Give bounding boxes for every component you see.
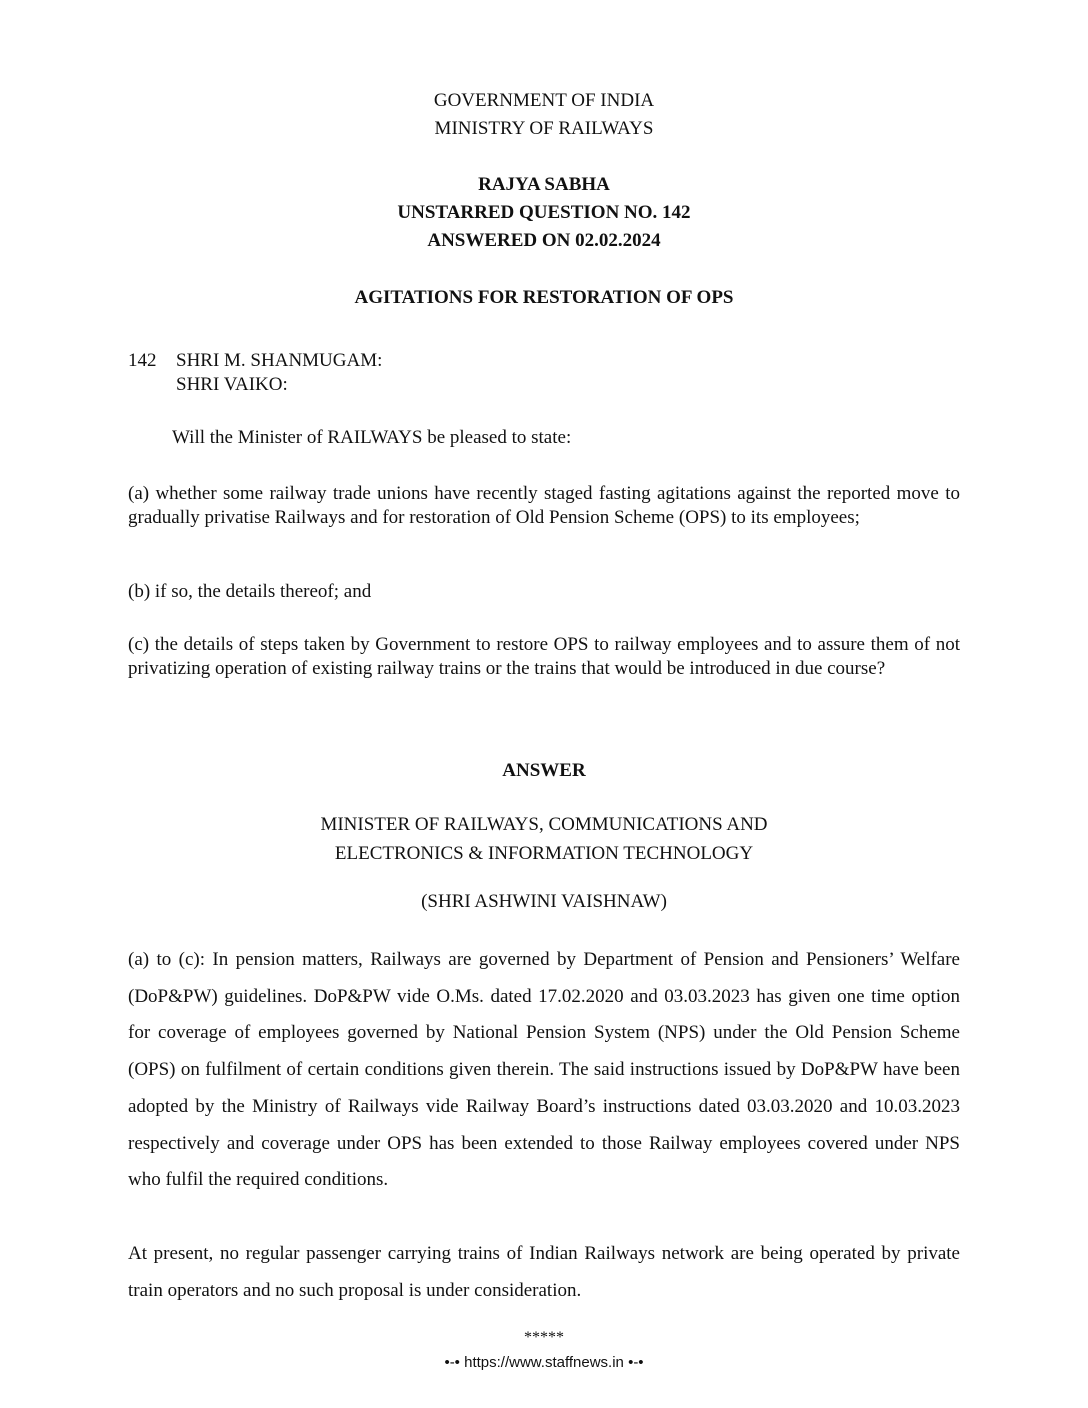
answer-paragraph-1: (a) to (c): In pension matters, Railways are governed by Department of Pension and Pensioners’ Welfare (DoP&PW) guidelines. DoP&PW vide O.Ms. dated 17.02.2020 and 03.03.2023 has given one time option for coverage of employees governed by National Pension System (NPS) under the Old Pension Scheme (OPS) on fulfilment of certain conditions given therein. The said instructions issued by DoP&PW have been adopted by the Ministry of Railways vide Railway Board’s instructions dated 03.03.2020 and 10.03.2023 respectively and coverage under OPS has been extended to those Railway employees covered under NPS who fulfil the required conditions.	[128, 949, 960, 1191]
source-url: •-• https://www.staffnews.in •-•	[444, 1354, 644, 1371]
document-page	[128, 0, 960, 1408]
asker-name: SHRI M. SHANMUGAM:	[176, 350, 383, 371]
answer-paragraph-2: At present, no regular passenger carrying trains of Indian Railways network are being operated by private train operators and no such proposal is under consideration.	[128, 1243, 960, 1301]
asker-name: SHRI VAIKO:	[176, 374, 288, 395]
minister-title-line-2: ELECTRONICS & INFORMATION TECHNOLOGY	[334, 843, 754, 864]
question-number: 142	[128, 350, 157, 371]
answer-heading: ANSWER	[502, 760, 586, 781]
ministry-heading: MINISTRY OF RAILWAYS	[434, 118, 654, 139]
minister-name: (SHRI ASHWINI VAISHNAW)	[421, 891, 667, 912]
question-part-a: (a) whether some railway trade unions have recently staged fasting agitations against the reported move to gradually privatise Railways and for restoration of Old Pension Scheme (OPS) to its employees;	[128, 483, 960, 528]
government-heading: GOVERNMENT OF INDIA	[433, 90, 655, 111]
minister-title-line-1: MINISTER OF RAILWAYS, COMMUNICATIONS AND	[320, 814, 768, 835]
answered-on-heading: ANSWERED ON 02.02.2024	[427, 230, 661, 251]
question-number-heading: UNSTARRED QUESTION NO. 142	[397, 202, 691, 223]
question-part-b: (b) if so, the details thereof; and	[128, 581, 372, 602]
subject-heading: AGITATIONS FOR RESTORATION OF OPS	[354, 287, 734, 308]
end-mark: *****	[524, 1329, 564, 1346]
house-heading: RAJYA SABHA	[478, 174, 610, 195]
question-part-c: (c) the details of steps taken by Government to restore OPS to railway employees and to assure them of not privatizing operation of existing railway trains or the trains that would be introduced in due course?	[128, 634, 960, 679]
question-intro: Will the Minister of RAILWAYS be pleased to state:	[172, 427, 572, 448]
